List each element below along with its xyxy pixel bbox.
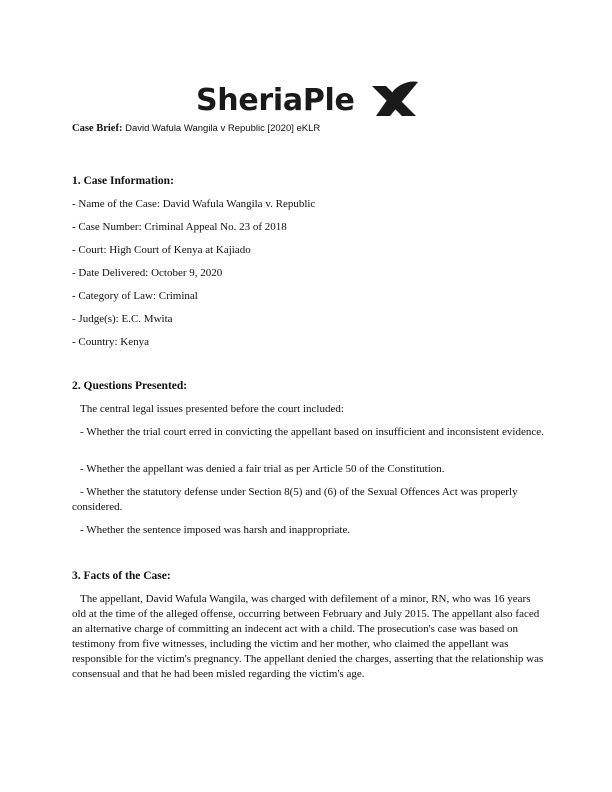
questions-intro: The central legal issues presented before the court included:	[80, 403, 344, 415]
question-item: - Whether the sentence imposed was harsh and inappropriate.	[80, 524, 351, 536]
case-brief-line	[72, 123, 320, 134]
logo-wordmark: SheriaPle	[196, 83, 355, 118]
case-info-item: - Name of the Case: David Wafula Wangila v. Republic	[72, 198, 316, 210]
questions-heading: 2. Questions Presented:	[72, 380, 188, 392]
case-brief-label: Case Brief:	[72, 123, 123, 134]
sheriaplex-logo	[196, 76, 426, 122]
facts-paragraph: The appellant, David Wafula Wangila, was charged with defilement of a minor, RN, who was 16 years old at the time of the alleged offense, occurring between February and July 2015. The appellant also faced an alternative charge of committing an indecent act with a child. The prosecution's case was based on testimony from five witnesses, including the victim and her mother, who claimed the appellant was responsible for the victim's pregnancy. The appellant denied the charges, asserting that the relationship was consensual and that he had been misled regarding the victim's age.	[72, 593, 544, 680]
facts-heading: 3. Facts of the Case:	[72, 570, 171, 582]
case-info-item: - Case Number: Criminal Appeal No. 23 of 2018	[72, 221, 287, 233]
case-info-item: - Judge(s): E.C. Mwita	[72, 313, 173, 325]
question-item: - Whether the appellant was denied a fair trial as per Article 50 of the Constitution.	[80, 463, 445, 475]
question-item: - Whether the trial court erred in convicting the appellant based on insufficient and inconsistent evidence.	[80, 426, 544, 438]
case-info-item: - Country: Kenya	[72, 336, 149, 348]
logo-x-mark-icon	[372, 81, 418, 116]
case-info-item: - Category of Law: Criminal	[72, 290, 198, 302]
case-info-item: - Court: High Court of Kenya at Kajiado	[72, 244, 251, 256]
case-information-heading: 1. Case Information:	[72, 175, 174, 187]
case-info-item: - Date Delivered: October 9, 2020	[72, 267, 223, 279]
case-brief-title: David Wafula Wangila v Republic [2020] eKLR	[125, 123, 321, 134]
question-item: - Whether the statutory defense under Section 8(5) and (6) of the Sexual Offences Act was properly considered.	[72, 486, 518, 513]
